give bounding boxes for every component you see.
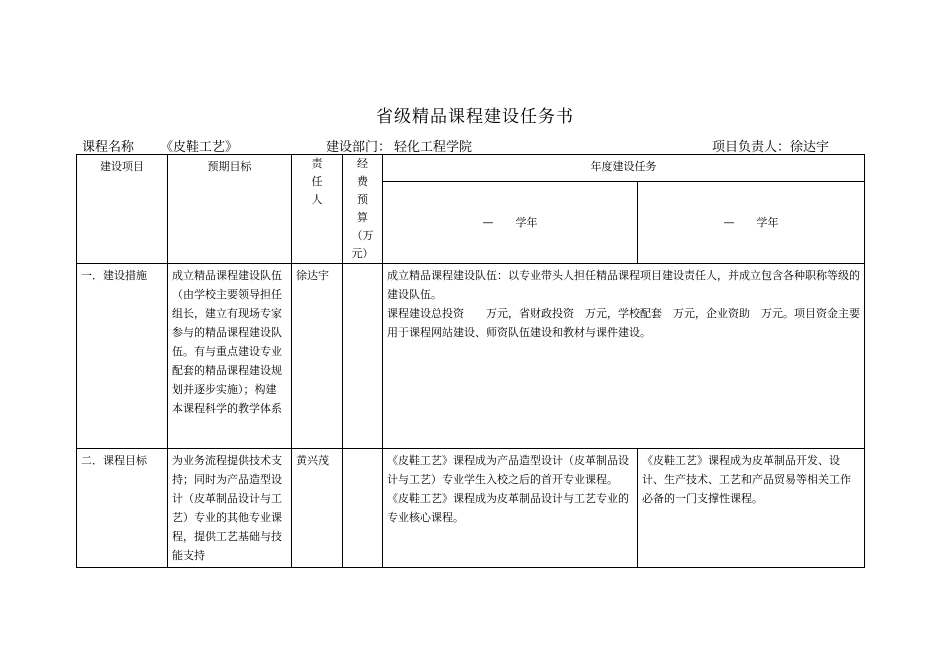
row-budget	[343, 264, 383, 449]
header-owner: 责 任 人	[292, 155, 343, 264]
row-tasks: 成立精品课程建设队伍：以专业带头人担任精品课程项目建设责任人，并成立包含各种职称等级的建设队伍。 课程建设总投资 万元，省财政投资 万元，学校配套 万元，企业资助 万元。项目资金主要用于课程网站建设、师资队伍建设和教材与课件建设。	[383, 264, 865, 449]
row-goal: 为业务流程提供技术支持；同时为产品造型设计（皮革制品设计与工艺）专业的其他专业课程，提供工艺基础与技能支持	[168, 449, 292, 568]
department-label: 建设部门：	[326, 140, 392, 155]
row-owner: 徐达宇	[292, 264, 343, 449]
project-leader-label: 项目负责人：	[712, 140, 791, 155]
header-budget: 经 费 预 算 （万 元）	[343, 155, 383, 264]
course-name-label: 课程名称	[82, 140, 135, 155]
table-row	[77, 264, 865, 449]
row-owner: 黄兴茂	[292, 449, 343, 568]
row-project: 二．课程目标	[77, 449, 168, 568]
task-table	[76, 154, 865, 568]
department-value: 轻化工程学院	[394, 140, 473, 155]
row-year-1-tasks: 《皮鞋工艺》课程成为产品造型设计（皮革制品设计与工艺）专业学生入校之后的首开专业课程。 《皮鞋工艺》课程成为皮革制品设计与工艺专业的专业核心课程。	[383, 449, 638, 568]
table-row	[77, 449, 865, 568]
header-year-1: — 学年	[383, 181, 638, 263]
row-year-2-tasks: 《皮鞋工艺》课程成为皮革制品开发、设计、生产技术、工艺和产品贸易等相关工作必备的一门支撑性课程。	[638, 449, 865, 568]
row-budget	[343, 449, 383, 568]
document-title: 省级精品课程建设任务书	[376, 107, 574, 127]
header-goal: 预期目标	[168, 155, 292, 264]
project-leader-value: 徐达宇	[790, 140, 830, 155]
header-year-2: — 学年	[638, 181, 865, 263]
row-goal: 成立精品课程建设队伍（由学校主要领导担任组长，建立有现场专家参与的精品课程建设队伍。有与重点建设专业配套的精品课程建设规划并逐步实施）；构建本课程科学的教学体系	[168, 264, 292, 449]
header-annual-tasks: 年度建设任务	[383, 155, 865, 182]
header-project: 建设项目	[77, 155, 168, 264]
row-project: 一．建设措施	[77, 264, 168, 449]
course-name-value: 《皮鞋工艺》	[160, 140, 239, 155]
